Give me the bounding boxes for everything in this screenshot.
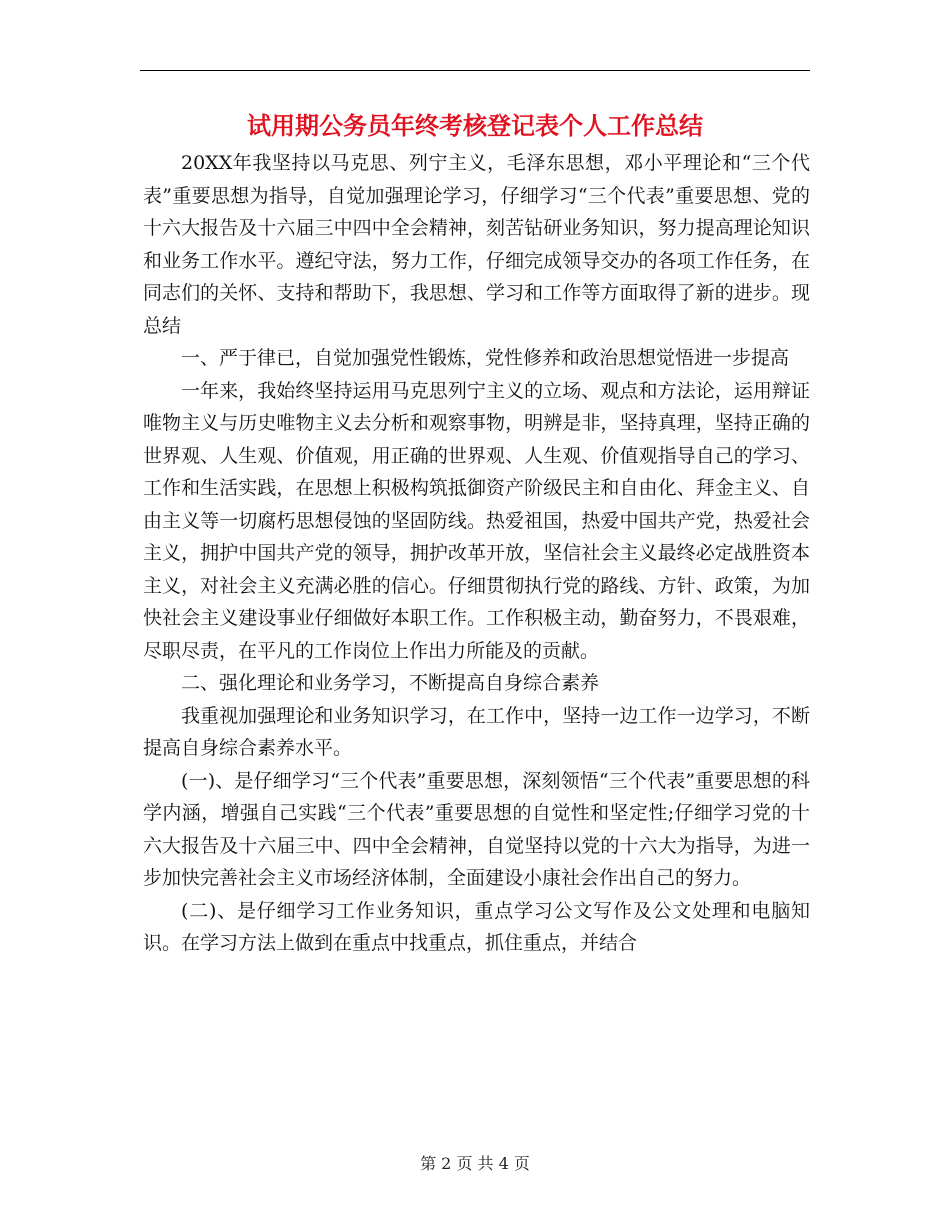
paragraph-item-2: (二)、是仔细学习工作业务知识，重点学习公文写作及公文处理和电脑知识。在学习方法上做到在重点中找重点，抓住重点，并结合 — [143, 899, 810, 954]
section-heading-1: 一、严于律已，自觉加强党性锻炼，党性修养和政治思想觉悟进一步提高 — [181, 347, 790, 369]
paragraph-section-2: 我重视加强理论和业务知识学习，在工作中，坚持一边工作一边学习，不断提高自身综合素养水平。 — [143, 704, 810, 759]
section-heading-2: 二、强化理论和业务学习，不断提高自身综合素养 — [181, 672, 600, 694]
document-title: 试用期公务员年终考核登记表个人工作总结 — [247, 112, 703, 140]
document-body — [143, 147, 810, 960]
header-rule — [140, 70, 810, 71]
paragraph-item-1: (一)、是仔细学习“三个代表”重要思想，深刻领悟“三个代表”重要思想的科学内涵，增强自己实践“三个代表”重要思想的自觉性和坚定性;仔细学习党的十六大报告及十六届三中、四中全会精神，自觉坚持以党的十六大为指导，为进一步加快完善社会主义市场经济体制，全面建设小康社会作出自己的努力。 — [143, 769, 810, 889]
page-footer: 第 2 页 共 4 页 — [420, 1154, 530, 1173]
paragraph-intro: 20XX年我坚持以马克思、列宁主义，毛泽东思想，邓小平理论和“三个代表”重要思想为指导，自觉加强理论学习，仔细学习“三个代表”重要思想、党的十六大报告及十六届三中四中全会精神，刻苦钻研业务知识，努力提高理论知识和业务工作水平。遵纪守法，努力工作，仔细完成领导交办的各项工作任务，在同志们的关怀、支持和帮助下，我思想、学习和工作等方面取得了新的进步。现总结 — [143, 152, 810, 337]
paragraph-section-1: 一年来，我始终坚持运用马克思列宁主义的立场、观点和方法论，运用辩证唯物主义与历史唯物主义去分析和观察事物，明辨是非，坚持真理，坚持正确的世界观、人生观、价值观，用正确的世界观、人生观、价值观指导自己的学习、工作和生活实践，在思想上积极构筑抵御资产阶级民主和自由化、拜金主义、自由主义等一切腐朽思想侵蚀的坚固防线。热爱祖国，热爱中国共产党，热爱社会主义，拥护中国共产党的领导，拥护改革开放，坚信社会主义最终必定战胜资本主义，对社会主义充满必胜的信心。仔细贯彻执行党的路线、方针、政策，为加快社会主义建设事业仔细做好本职工作。工作积极主动，勤奋努力，不畏艰难，尽职尽责，在平凡的工作岗位上作出力所能及的贡献。 — [143, 379, 810, 662]
